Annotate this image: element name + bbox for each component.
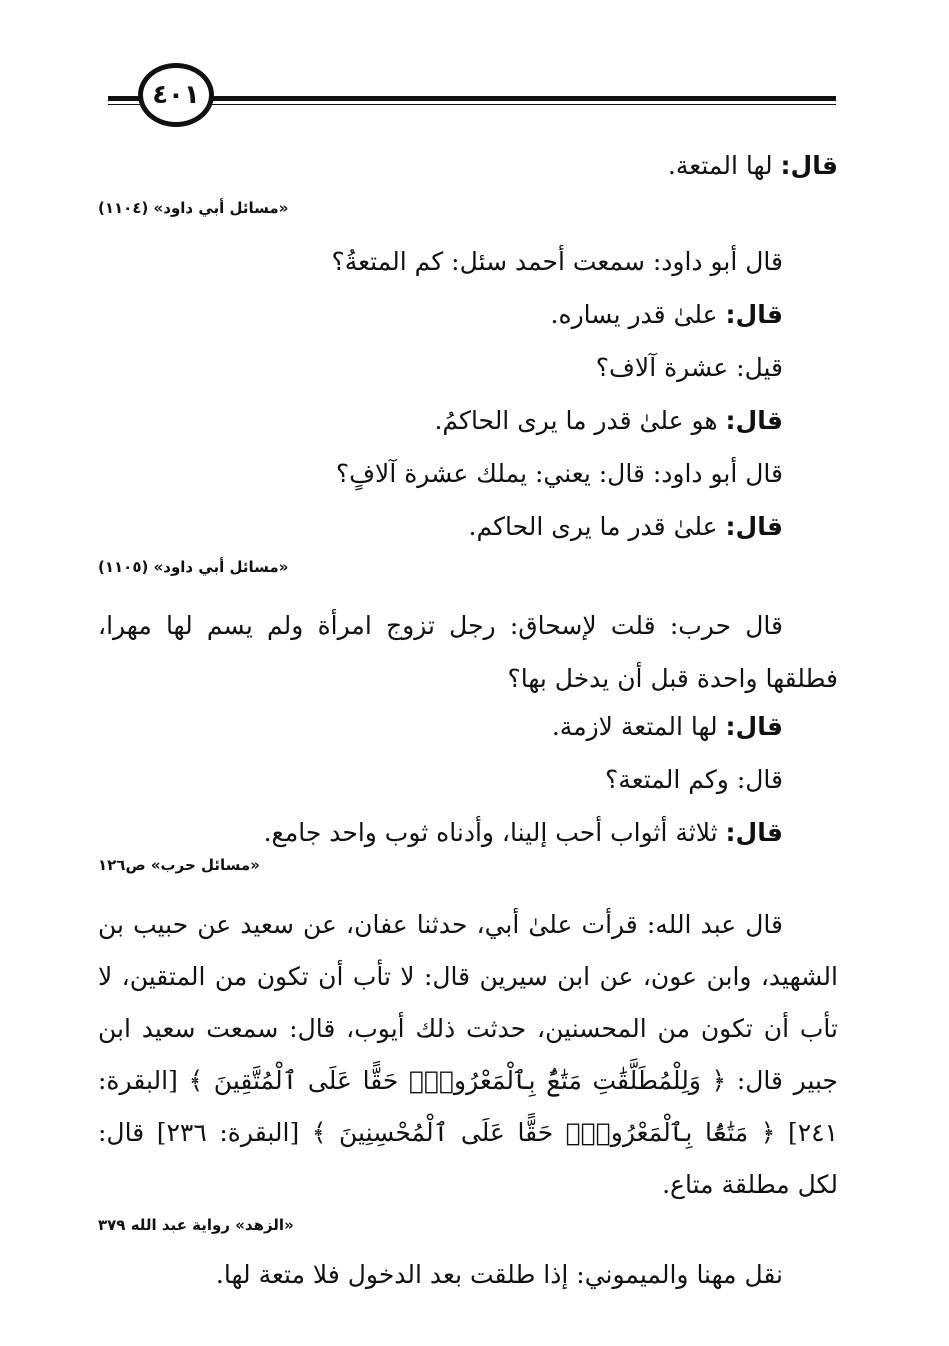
- text-line: قيل: عشرة آلاف؟: [595, 353, 783, 382]
- text-line: [98, 299, 838, 331]
- line-text: هو علىٰ قدر ما يرى الحاكمُ.: [434, 406, 726, 435]
- speaker-label: قال:: [725, 406, 783, 435]
- speaker-label: قال:: [725, 300, 783, 329]
- page-body: [98, 146, 838, 1291]
- line-text: علىٰ قدر يساره.: [550, 300, 726, 329]
- paragraph: قال حرب: قلت لإسحاق: رجل تزوج امرأة ولم يسم لها مهرا، فطلقها واحدة قبل أن يدخل بها؟: [98, 611, 838, 693]
- text-line: قال أبو داود: قال: يعني: يملك عشرة آلافٍ؟: [335, 459, 783, 488]
- text-line: نقل مهنا والميموني: إذا طلقت بعد الدخول فلا متعة لها.: [215, 1260, 783, 1289]
- text-line: [98, 405, 838, 437]
- text-line: [98, 150, 838, 182]
- line-text: ثلاثة أثواب أحب إلينا، وأدناه ثوب واحد جامع.: [263, 818, 726, 847]
- page-number: ٤٠١: [152, 80, 200, 110]
- line-text: علىٰ قدر ما يرى الحاكم.: [468, 512, 726, 541]
- speaker-label: قال:: [780, 151, 838, 180]
- header-rule-thin: [108, 104, 836, 105]
- source-citation: «الزهد» رواية عبد الله ٣٧٩: [98, 1216, 294, 1234]
- header-rule-thick: [108, 96, 836, 101]
- text-line: [98, 817, 838, 849]
- line-text: لها المتعة.: [667, 151, 781, 180]
- speaker-label: قال:: [725, 712, 783, 741]
- text-line: قال: وكم المتعة؟: [605, 765, 783, 794]
- text-line: قال أبو داود: سمعت أحمد سئل: كم المتعةُ؟: [331, 247, 783, 276]
- source-citation: «مسائل حرب» ص١٢٦: [98, 856, 260, 874]
- text-line: [98, 511, 838, 543]
- speaker-label: قال:: [725, 512, 783, 541]
- source-citation: «مسائل أبي داود» (١١٠٥): [98, 558, 289, 576]
- source-citation: «مسائل أبي داود» (١١٠٤): [98, 199, 289, 217]
- text-line: [98, 711, 838, 743]
- line-text: لها المتعة لازمة.: [551, 712, 726, 741]
- speaker-label: قال:: [725, 818, 783, 847]
- paragraph: قال عبد الله: قرأت علىٰ أبي، حدثنا عفان، عن سعيد عن حبيب بن الشهيد، وابن عون، عن ابن سيرين قال: لا تأب أن تكون من المتقين، لا تأب أن تكون من المحسنين، حدثت ذلك أيوب، قال: سمعت سعيد ابن جبير قال: ﴿ وَلِلْمُطَلَّقَٰتِ مَتَٰعٌۢ بِٱلْمَعْرُوفِۖ حَقًّا عَلَى ٱلْمُتَّقِينَ ﴾ [البقرة: ٢٤١] ﴿ مَتَٰعًۢا بِٱلْمَعْرُوفِۖ حَقًّا عَلَى ٱلْمُحْسِنِينَ ﴾ [البقرة: ٢٣٦] قال: لكل مطلقة متاع.: [98, 910, 839, 1199]
- page-number-badge: [138, 63, 214, 127]
- page-header: [0, 0, 949, 160]
